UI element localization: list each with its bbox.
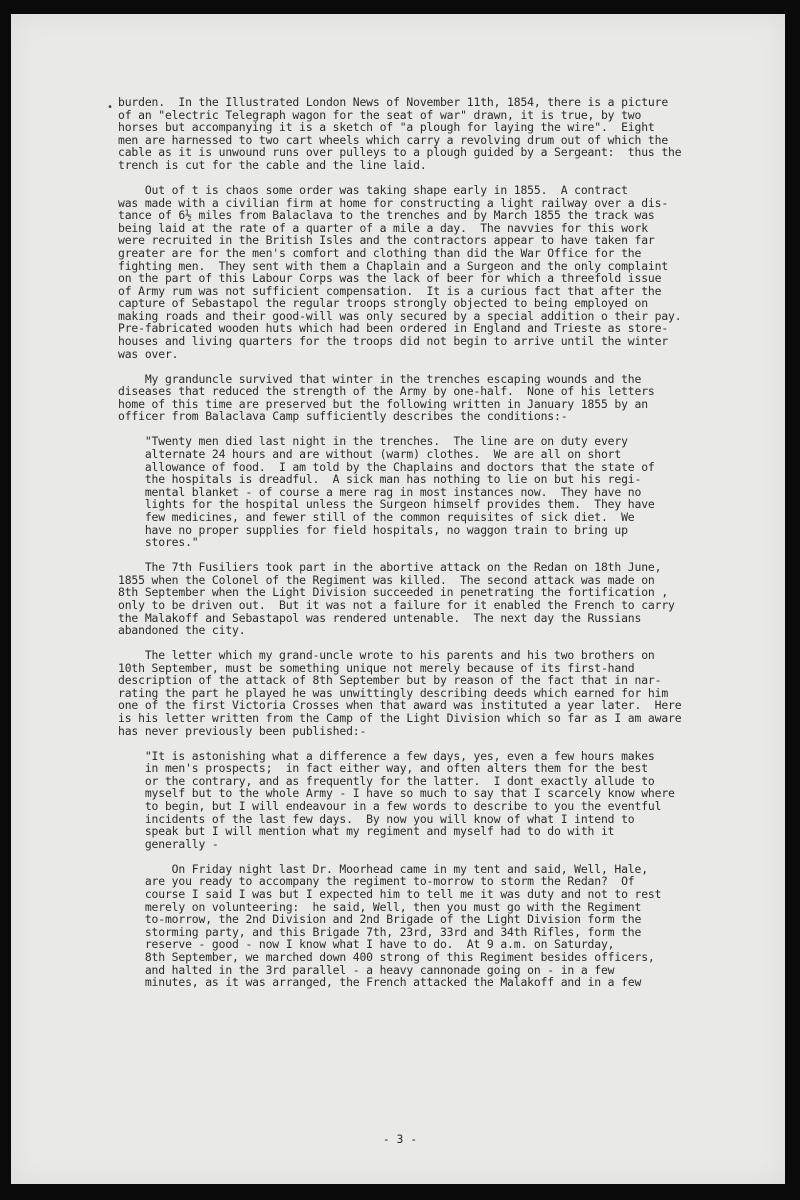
paragraph: Out of t is chaos some order was taking shape early in 1855. A contract was made with a civilian firm at home for constructing a light railway over a dis- tance of 6½ miles from Balaclava to the trenches and by March 1855 the track was being laid at the rate of a quarter of a mile a day. The navvies for this work were recruited in the British Isles and the contractors appear to have taken far greater are for the men's comfort and clothing than did the War Office for the fighting men. They sent with them a Chaplain and a Surgeon and the only complaint on the part of this Labour Corps was the lack of beer for which a threefold issue of Army rum was not sufficient compensation. It is a curious fact that after the capture of Sebastapol the regular troops strongly objected to being employed on making roads and their good-will was only secured by a special addition o their pay. Pre-fabricated wooden huts which had been ordered in England and Trieste as store- houses and living quarters for the troops did not begin to arrive until the winter was over.	[118, 182, 682, 361]
quoted-letter: "It is astonishing what a difference a few days, yes, even a few hours makes in men's prospects; in fact either way, and often alters them for the best or the contrary, and as frequently for the latter. I dont exactly allude to myself but to the whole Army - I have so much to say that I scarcely know where to begin, but I will endeavour in a few words to describe to you the eventful incidents of the last few days. By now you will know of what I intend to speak but I will mention what my regiment and myself had to do with it generally -	[144, 748, 675, 851]
paragraph: The letter which my grand-uncle wrote to his parents and his two brothers on 10th September, must be something unique not merely because of its first-hand description of the attack of 8th September but by reason of the fact that in nar- rating the part he played he was unwittingly describing deeds which earned for him one of the first Victoria Crosses when that award was instituted a year later. Here is his letter written from the Camp of the Light Division which so far as I am aware has never previously been published:-	[118, 648, 682, 738]
paragraph: The 7th Fusiliers took part in the abortive attack on the Redan on 18th June, 1855 when the Colonel of the Regiment was killed. The second attack was made on 8th September when the Light Division succeeded in penetrating the fortification , only to be driven out. But it was not a failure for it enabled the French to carry the Malakoff and Sebastapol was rendered untenable. The next day the Russians abandoned the city.	[118, 560, 675, 638]
document-body	[118, 96, 736, 1001]
corner-mark: •	[107, 102, 114, 113]
page-number: - 3 -	[382, 1132, 418, 1146]
quoted-letter: On Friday night last Dr. Moorhead came in my tent and said, Well, Hale, are you ready to accompany the regiment to-morrow to storm the Redan? Of course I said I was but I expected him to tell me it was duty and not to rest merely on volunteering: he said, Well, then you must go with the Regiment to-morrow, the 2nd Division and 2nd Brigade of the Light Division form the storming party, and this Brigade 7th, 23rd, 33rd and 34th Rifles, form the reserve - good - now I know what I have to do. At 9 a.m. on Saturday, 8th September, we marched down 400 strong of this Regiment besides officers, and halted in the 3rd parallel - a heavy cannonade going on - in a few minutes, as it was arranged, the French attacked the Malakoff and in a few	[144, 861, 662, 990]
paragraph: My granduncle survived that winter in the trenches escaping wounds and the diseases that reduced the strength of the Army by one-half. None of his letters home of this time are preserved but the following written in January 1855 by an officer from Balaclava Camp sufficiently describes the conditions:-	[118, 371, 655, 424]
paragraph: burden. In the Illustrated London News of November 11th, 1854, there is a picture of an "electric Telegraph wagon for the seat of war" drawn, it is true, by two horses but accompanying it is a sketch of "a plough for laying the wire". Eight men are harnessed to two cart wheels which carry a revolving drum out of which the cable as it is unwound runs over pulleys to a plough guided by a Sergeant: thus the trench is cut for the cable and the line laid.	[118, 95, 682, 172]
quoted-letter: "Twenty men died last night in the trenches. The line are on duty every alternate 24 hours and are without (warm) clothes. We are all on short allowance of food. I am told by the Chaplains and doctors that the state of the hospitals is dreadful. A sick man has nothing to lie on but his regi- mental blanket - of course a mere rag in most instances now. They have no lights for the hospital unless the Surgeon himself provides them. They have few medicines, and fewer still of the common requisites of sick diet. We have no proper supplies for field hospitals, no waggon train to bring up stores."	[144, 434, 655, 550]
